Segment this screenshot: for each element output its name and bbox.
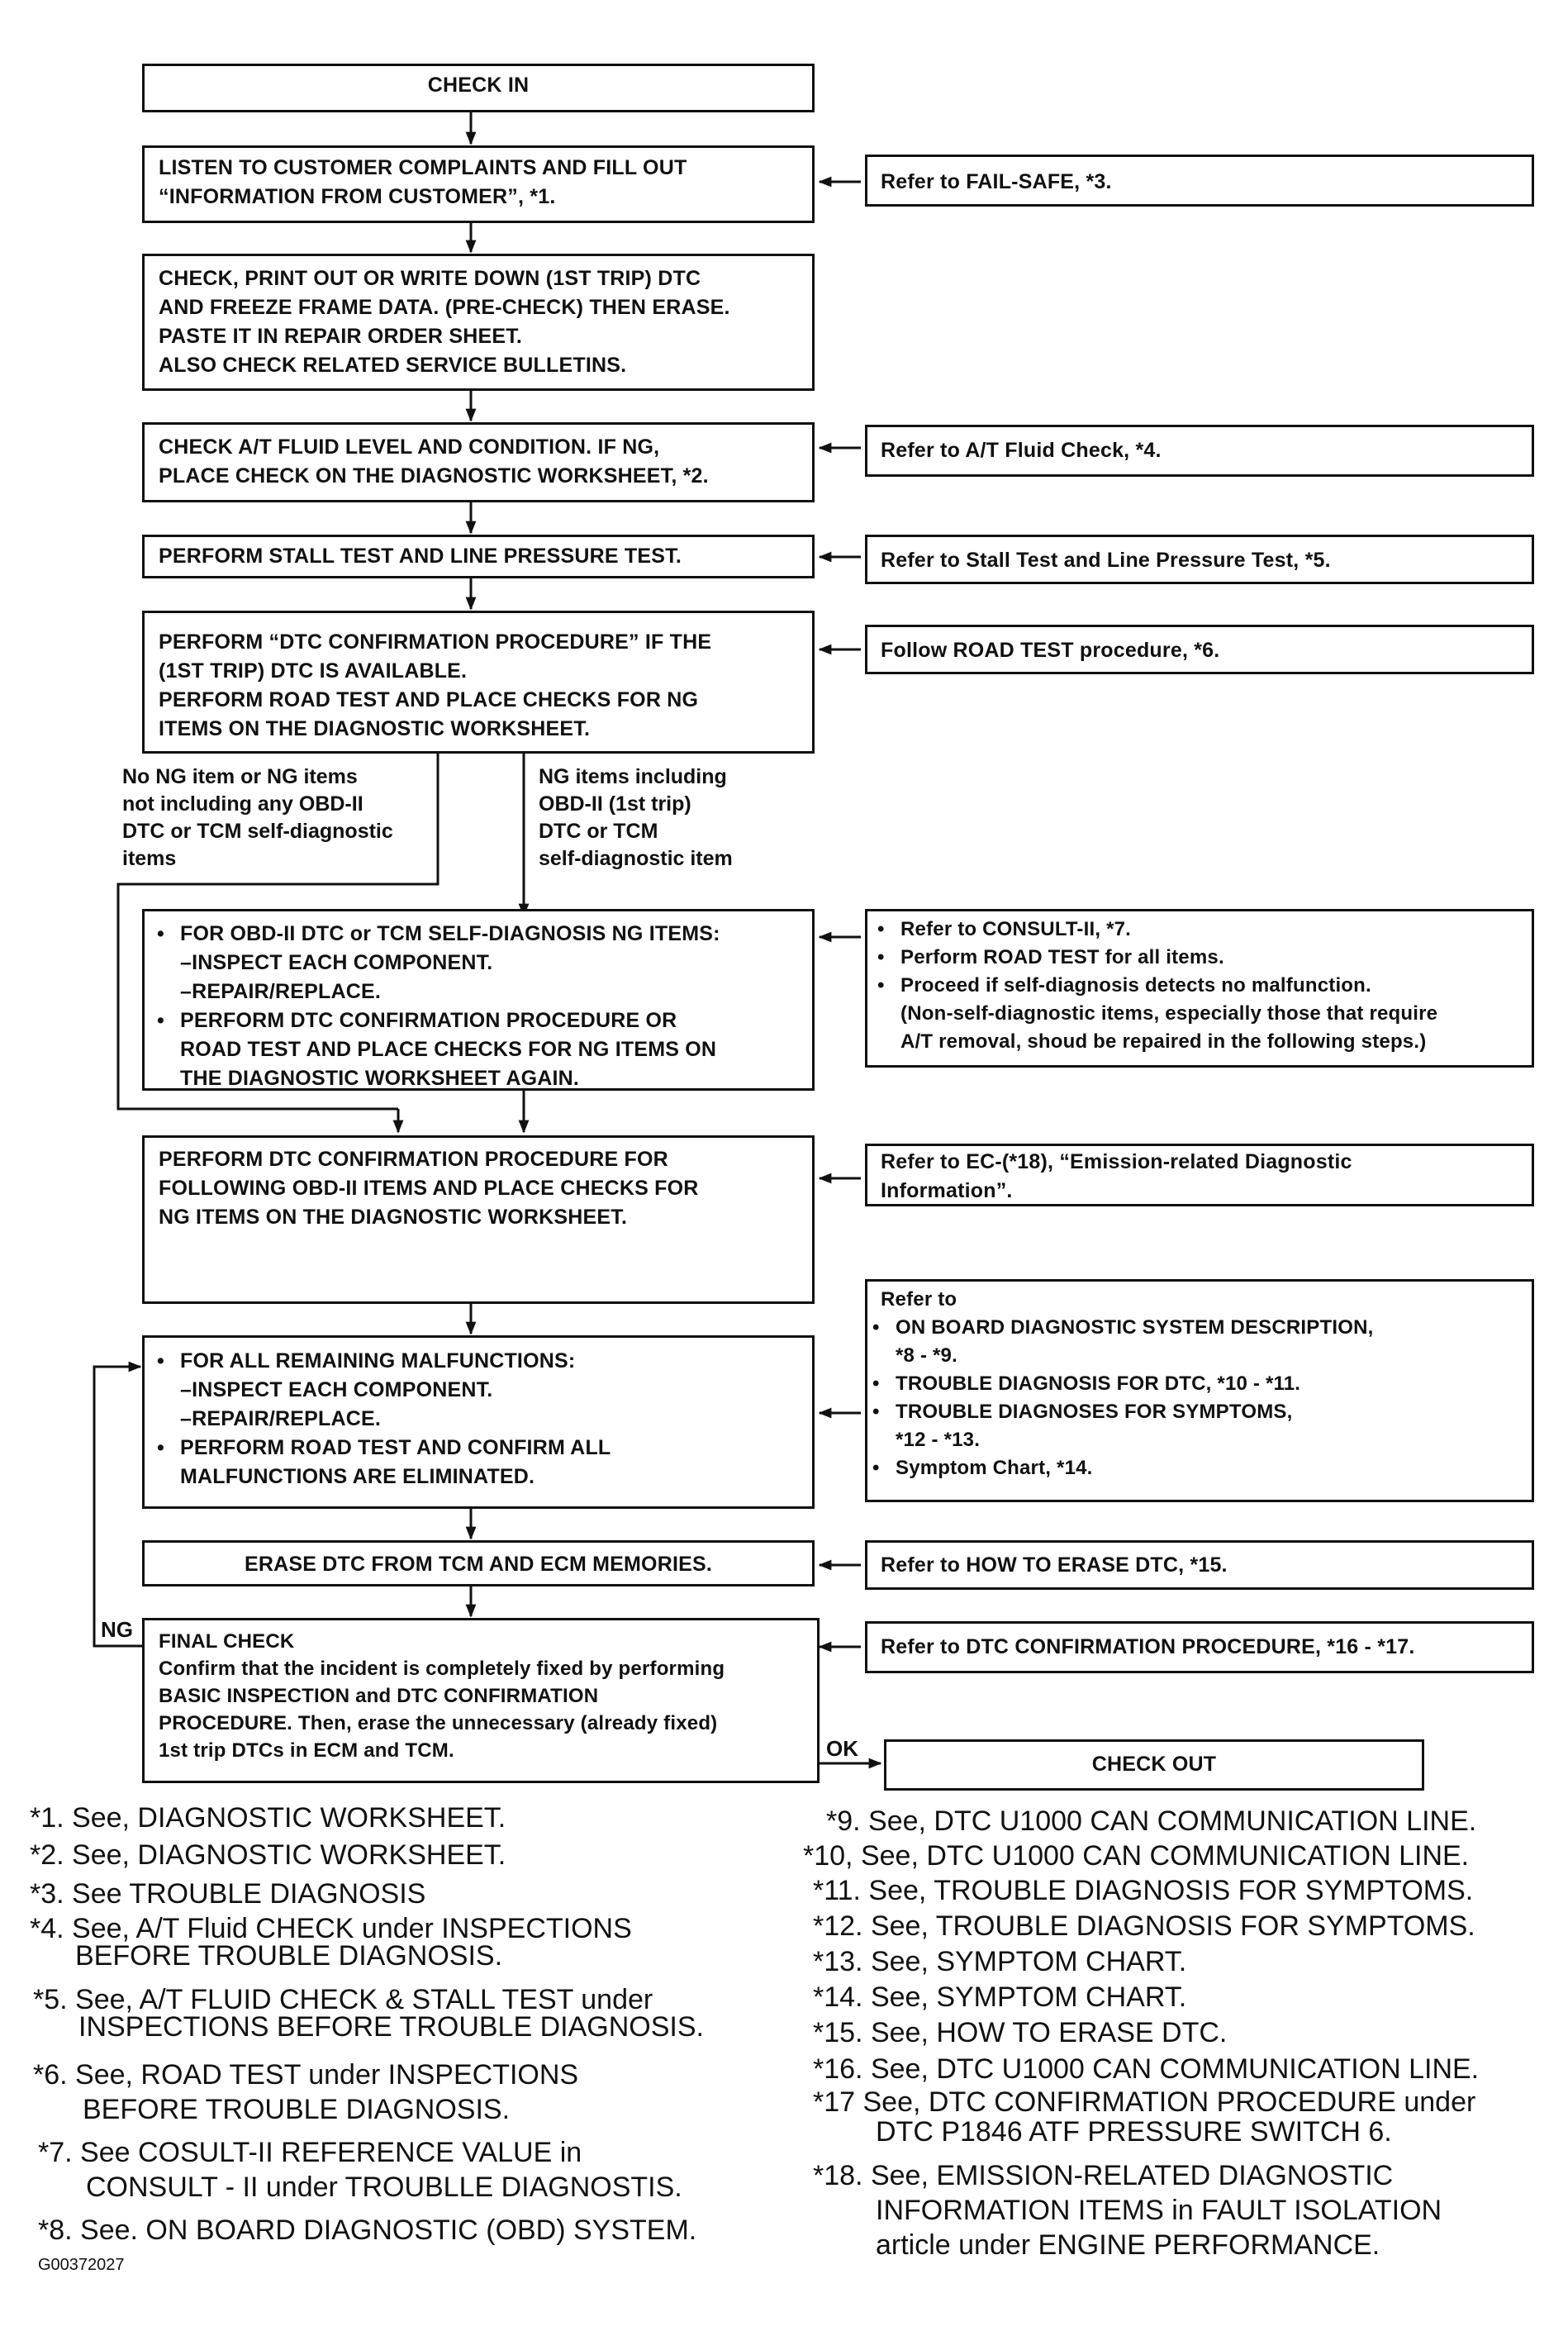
- failsafe-ref-text: Refer to FAIL-SAFE, *3.: [881, 170, 1112, 193]
- footnote-13-text: *13. See, SYMPTOM CHART.: [813, 1946, 1187, 1977]
- footnote-14: [813, 1981, 1186, 2015]
- footnote-8: [38, 2214, 696, 2248]
- footnote-16-text: *16. See, DTC U1000 CAN COMMUNICATION LINE.: [813, 2053, 1480, 2085]
- stall-test-text: PERFORM STALL TEST AND LINE PRESSURE TEST.: [159, 545, 682, 568]
- dtc-confirmation-text: [159, 628, 711, 744]
- branch-right-line-4: self-diagnostic item: [539, 847, 733, 870]
- remaining-item-2: • PERFORM ROAD TEST AND CONFIRM ALL: [157, 1436, 611, 1459]
- ec-ref-line-1: Refer to EC-(*18), “Emission-related Diagnostic: [881, 1150, 1352, 1173]
- final-check-line-2: BASIC INSPECTION and DTC CONFIRMATION: [159, 1685, 599, 1707]
- final-ref-text: Refer to DTC CONFIRMATION PROCEDURE, *16 - *17.: [881, 1635, 1415, 1658]
- obd-items-text: [155, 920, 720, 1093]
- footnote-7-line-1: *7. See COSULT-II REFERENCE VALUE in: [38, 2137, 582, 2168]
- consult-ref-item-1: • Refer to CONSULT-II, *7.: [877, 918, 1132, 940]
- dtc-conf-line-1: PERFORM “DTC CONFIRMATION PROCEDURE” IF THE: [159, 630, 712, 654]
- refer-to-item-2-text: TROUBLE DIAGNOSIS FOR DTC, *10 - *11.: [896, 1372, 1301, 1395]
- consult-ref-item-3b: [876, 1028, 1437, 1056]
- obd-item-2: • PERFORM DTC CONFIRMATION PROCEDURE OR: [157, 1009, 677, 1032]
- final-check-line-3: PROCEDURE. Then, erase the unnecessary (already fixed): [159, 1712, 718, 1734]
- check-print-line-1b: OR WRITE DOWN (1ST TRIP) DTC: [357, 267, 701, 290]
- footnote-11: [813, 1874, 1473, 1908]
- listen-complaints-text: [159, 154, 687, 212]
- consult-ref-item-3: • Proceed if self-diagnosis detects no malfunction.: [877, 974, 1371, 997]
- footnote-6-line-1: *6. See, ROAD TEST under INSPECTIONS: [33, 2059, 579, 2091]
- footnote-11-text: *11. See, TROUBLE DIAGNOSIS FOR SYMPTOMS.: [813, 1875, 1474, 1906]
- consult-ref-item-3a: [876, 1000, 1437, 1028]
- stall-ref-text: Refer to Stall Test and Line Pressure Test, *5.: [881, 549, 1331, 572]
- footnote-1-text: *1. See, DIAGNOSTIC WORKSHEET.: [30, 1802, 506, 1834]
- footnote-14-text: *14. See, SYMPTOM CHART.: [813, 1981, 1187, 2013]
- footnote-18: [813, 2158, 1442, 2262]
- footnote-10-text: *10, See, DTC U1000 CAN COMMUNICATION LINE.: [803, 1840, 1470, 1872]
- obd-item-2-text: PERFORM DTC CONFIRMATION PROCEDURE OR: [180, 1009, 677, 1032]
- footnote-7: [38, 2135, 682, 2205]
- footnote-6-line-2: BEFORE TROUBLE DIAGNOSIS.: [83, 2094, 511, 2125]
- check-print-line-3: PASTE IT IN REPAIR ORDER SHEET.: [159, 325, 523, 348]
- footnote-17-line-2: DTC P1846 ATF PRESSURE SWITCH 6.: [876, 2116, 1392, 2148]
- ng-loop-label: NG: [101, 1617, 133, 1642]
- footnote-5-line-1: *5. See, A/T FLUID CHECK & STALL TEST under: [33, 1984, 653, 2015]
- obd-item-1: • FOR OBD-II DTC or TCM SELF-DIAGNOSIS NG ITEMS:: [157, 922, 720, 945]
- obd-item-2b: [155, 1064, 720, 1093]
- road-ref-text: Follow ROAD TEST procedure, *6.: [881, 639, 1220, 662]
- fluid-ref-text: Refer to A/T Fluid Check, *4.: [881, 439, 1162, 462]
- refer-to-item-4-text: Symptom Chart, *14.: [896, 1457, 1093, 1479]
- footnote-1: [30, 1801, 506, 1835]
- branch-left-label: [122, 764, 393, 873]
- footnote-3: [30, 1877, 425, 1911]
- remaining-item-2a-text: MALFUNCTIONS ARE ELIMINATED.: [180, 1465, 535, 1488]
- footnote-16: [813, 2053, 1479, 2086]
- branch-left-line-4: items: [122, 847, 177, 870]
- dtc-conf-line-3: PERFORM ROAD TEST AND PLACE CHECKS FOR NG: [159, 688, 699, 711]
- check-print-text: [159, 264, 730, 380]
- footnote-12-text: *12. See, TROUBLE DIAGNOSIS FOR SYMPTOMS.: [813, 1910, 1475, 1942]
- obd-item-2a-text: ROAD TEST AND PLACE CHECKS FOR NG ITEMS ON: [180, 1038, 717, 1061]
- remaining-item-2-text: PERFORM ROAD TEST AND CONFIRM ALL: [180, 1436, 611, 1459]
- obd-item-2a: [155, 1035, 720, 1064]
- footnote-4-line-1: *4. See, A/T Fluid CHECK under INSPECTIONS: [30, 1913, 632, 1944]
- check-print-line-1a: CHECK,: [159, 267, 245, 290]
- remaining-item-2a: [155, 1463, 611, 1491]
- refer-to-text: [872, 1286, 1374, 1482]
- footnote-5: [33, 1986, 704, 2041]
- footnote-8-text: *8. See. ON BOARD DIAGNOSTIC (OBD) SYSTEM.: [38, 2214, 697, 2246]
- fluid-line-1: CHECK A/T FLUID LEVEL AND CONDITION. IF NG,: [159, 435, 660, 459]
- consult-ref-item-3b-text: A/T removal, shoud be repaired in the following steps.): [900, 1030, 1427, 1053]
- obd-following-line-3: NG ITEMS ON THE DIAGNOSTIC WORKSHEET.: [159, 1206, 628, 1229]
- footnote-4: [30, 1915, 632, 1970]
- check-out-label: CHECK OUT: [1091, 1753, 1217, 1776]
- refer-to-item-3: • TROUBLE DIAGNOSES FOR SYMPTOMS,: [872, 1401, 1293, 1423]
- footnote-9: [826, 1805, 1476, 1839]
- branch-left-line-1: No NG item or NG items: [122, 765, 358, 788]
- footnote-7-line-2: CONSULT - II under TROUBLLE DIAGNOSTIS.: [86, 2172, 682, 2203]
- branch-right-line-2: OBD-II (1st trip): [539, 792, 691, 816]
- branch-left-line-3: DTC or TCM self-diagnostic: [122, 820, 393, 843]
- footnote-15-text: *15. See, HOW TO ERASE DTC.: [813, 2017, 1228, 2048]
- consult-ref-item-3a-text: (Non-self-diagnostic items, especially those that require: [900, 1002, 1438, 1025]
- obd-item-1a: [155, 949, 720, 978]
- consult-ref-item-3-text: Proceed if self-diagnosis detects no malfunction.: [900, 974, 1371, 997]
- footnote-15: [813, 2016, 1227, 2050]
- erase-dtc-text: ERASE DTC FROM TCM AND ECM MEMORIES.: [245, 1553, 712, 1576]
- check-print-line-4: ALSO CHECK RELATED SERVICE BULLETINS.: [159, 354, 627, 377]
- footnote-17: [813, 2087, 1475, 2147]
- final-check-text: [159, 1628, 725, 1764]
- branch-left-line-2: not including any OBD-II: [122, 792, 363, 816]
- obd-following-text: [159, 1145, 699, 1232]
- footnote-2-text: *2. See, DIAGNOSTIC WORKSHEET.: [30, 1839, 506, 1871]
- branch-right-line-1: NG items including: [539, 765, 727, 788]
- fluid-check-text: [159, 433, 709, 491]
- footnote-18-line-2: INFORMATION ITEMS in FAULT ISOLATION: [876, 2195, 1442, 2226]
- refer-to-item-1a-text: *8 - *9.: [896, 1344, 957, 1367]
- listen-line-2: “INFORMATION FROM CUSTOMER”, *1.: [159, 185, 556, 208]
- fluid-line-2: PLACE CHECK ON THE DIAGNOSTIC WORKSHEET, *2.: [159, 464, 709, 488]
- refer-to-item-3-text: TROUBLE DIAGNOSES FOR SYMPTOMS,: [896, 1401, 1293, 1423]
- ok-label: OK: [826, 1736, 858, 1761]
- footnote-9-text: *9. See, DTC U1000 CAN COMMUNICATION LINE.: [826, 1805, 1477, 1837]
- branch-right-line-3: DTC or TCM: [539, 820, 658, 843]
- consult-ref-item-2: • Perform ROAD TEST for all items.: [877, 946, 1224, 968]
- footnote-13: [813, 1945, 1186, 1979]
- check-print-line-2: AND FREEZE FRAME DATA. (PRE-CHECK) THEN ERASE.: [159, 296, 730, 319]
- ec-ref-line-2: Information”.: [881, 1179, 1013, 1202]
- refer-to-item-1a: [871, 1342, 1374, 1370]
- remaining-item-1a: [155, 1376, 611, 1405]
- remaining-item-1b: [155, 1405, 611, 1434]
- footnote-17-line-1: *17 See, DTC CONFIRMATION PROCEDURE under: [813, 2086, 1476, 2118]
- obd-item-1b: [155, 978, 720, 1006]
- obd-following-line-1: PERFORM DTC CONFIRMATION PROCEDURE FOR: [159, 1148, 668, 1171]
- dtc-conf-line-4: ITEMS ON THE DIAGNOSTIC WORKSHEET.: [159, 717, 591, 740]
- refer-to-heading: Refer to: [881, 1288, 957, 1311]
- refer-to-item-4: • Symptom Chart, *14.: [872, 1457, 1093, 1479]
- refer-to-item-1: • ON BOARD DIAGNOSTIC SYSTEM DESCRIPTION,: [872, 1316, 1374, 1339]
- refer-to-item-1-text: ON BOARD DIAGNOSTIC SYSTEM DESCRIPTION,: [896, 1316, 1374, 1339]
- obd-item-1b-text: –REPAIR/REPLACE.: [180, 980, 382, 1003]
- consult-ref-item-2-text: Perform ROAD TEST for all items.: [900, 946, 1224, 968]
- ec-ref-text: [881, 1148, 1352, 1206]
- footnote-2: [30, 1839, 506, 1872]
- footnote-10: [803, 1839, 1469, 1873]
- footnote-6: [33, 2057, 578, 2127]
- footnote-5-line-2: INSPECTIONS BEFORE TROUBLE DIAGNOSIS.: [78, 2011, 704, 2043]
- check-in-label: CHECK IN: [427, 74, 530, 97]
- remaining-item-1b-text: –REPAIR/REPLACE.: [180, 1407, 382, 1430]
- branch-right-label: [539, 764, 733, 873]
- refer-to-item-3a-text: *12 - *13.: [896, 1429, 981, 1451]
- final-check-line-4: 1st trip DTCs in ECM and TCM.: [159, 1739, 454, 1762]
- footnote-4-line-2: BEFORE TROUBLE DIAGNOSIS.: [75, 1940, 503, 1972]
- final-check-title: FINAL CHECK: [159, 1630, 295, 1653]
- footnote-12: [813, 1910, 1475, 1943]
- remaining-item-1: • FOR ALL REMAINING MALFUNCTIONS:: [157, 1349, 576, 1372]
- footnote-18-line-1: *18. See, EMISSION-RELATED DIAGNOSTIC: [813, 2160, 1394, 2191]
- listen-line-1: LISTEN TO CUSTOMER COMPLAINTS AND FILL OUT: [159, 156, 687, 179]
- refer-to-item-2: • TROUBLE DIAGNOSIS FOR DTC, *10 - *11.: [872, 1372, 1301, 1395]
- remaining-item-1-text: FOR ALL REMAINING MALFUNCTIONS:: [180, 1349, 576, 1372]
- consult-ref-text: [876, 916, 1437, 1056]
- remaining-item-1a-text: –INSPECT EACH COMPONENT.: [180, 1378, 493, 1401]
- obd-item-1-text: FOR OBD-II DTC or TCM SELF-DIAGNOSIS NG ITEMS:: [180, 922, 720, 945]
- obd-item-1a-text: –INSPECT EACH COMPONENT.: [180, 951, 493, 974]
- remaining-malfunctions-text: [155, 1347, 611, 1491]
- erase-ref-text: Refer to HOW TO ERASE DTC, *15.: [881, 1553, 1228, 1577]
- dtc-conf-line-2: (1ST TRIP) DTC IS AVAILABLE.: [159, 659, 468, 683]
- footnote-3-text: *3. See TROUBLE DIAGNOSIS: [30, 1878, 426, 1910]
- consult-ref-item-1-text: Refer to CONSULT-II, *7.: [900, 918, 1132, 940]
- figure-id: G00372027: [38, 2256, 125, 2274]
- final-check-line-1: Confirm that the incident is completely fixed by performing: [159, 1658, 725, 1680]
- print-out-emphasis: PRINT OUT: [245, 267, 358, 290]
- obd-following-line-2: FOLLOWING OBD-II ITEMS AND PLACE CHECKS FOR: [159, 1177, 699, 1200]
- refer-to-item-3a: [871, 1426, 1374, 1454]
- obd-item-2b-text: THE DIAGNOSTIC WORKSHEET AGAIN.: [180, 1067, 580, 1090]
- footnote-18-line-3: article under ENGINE PERFORMANCE.: [876, 2229, 1380, 2261]
